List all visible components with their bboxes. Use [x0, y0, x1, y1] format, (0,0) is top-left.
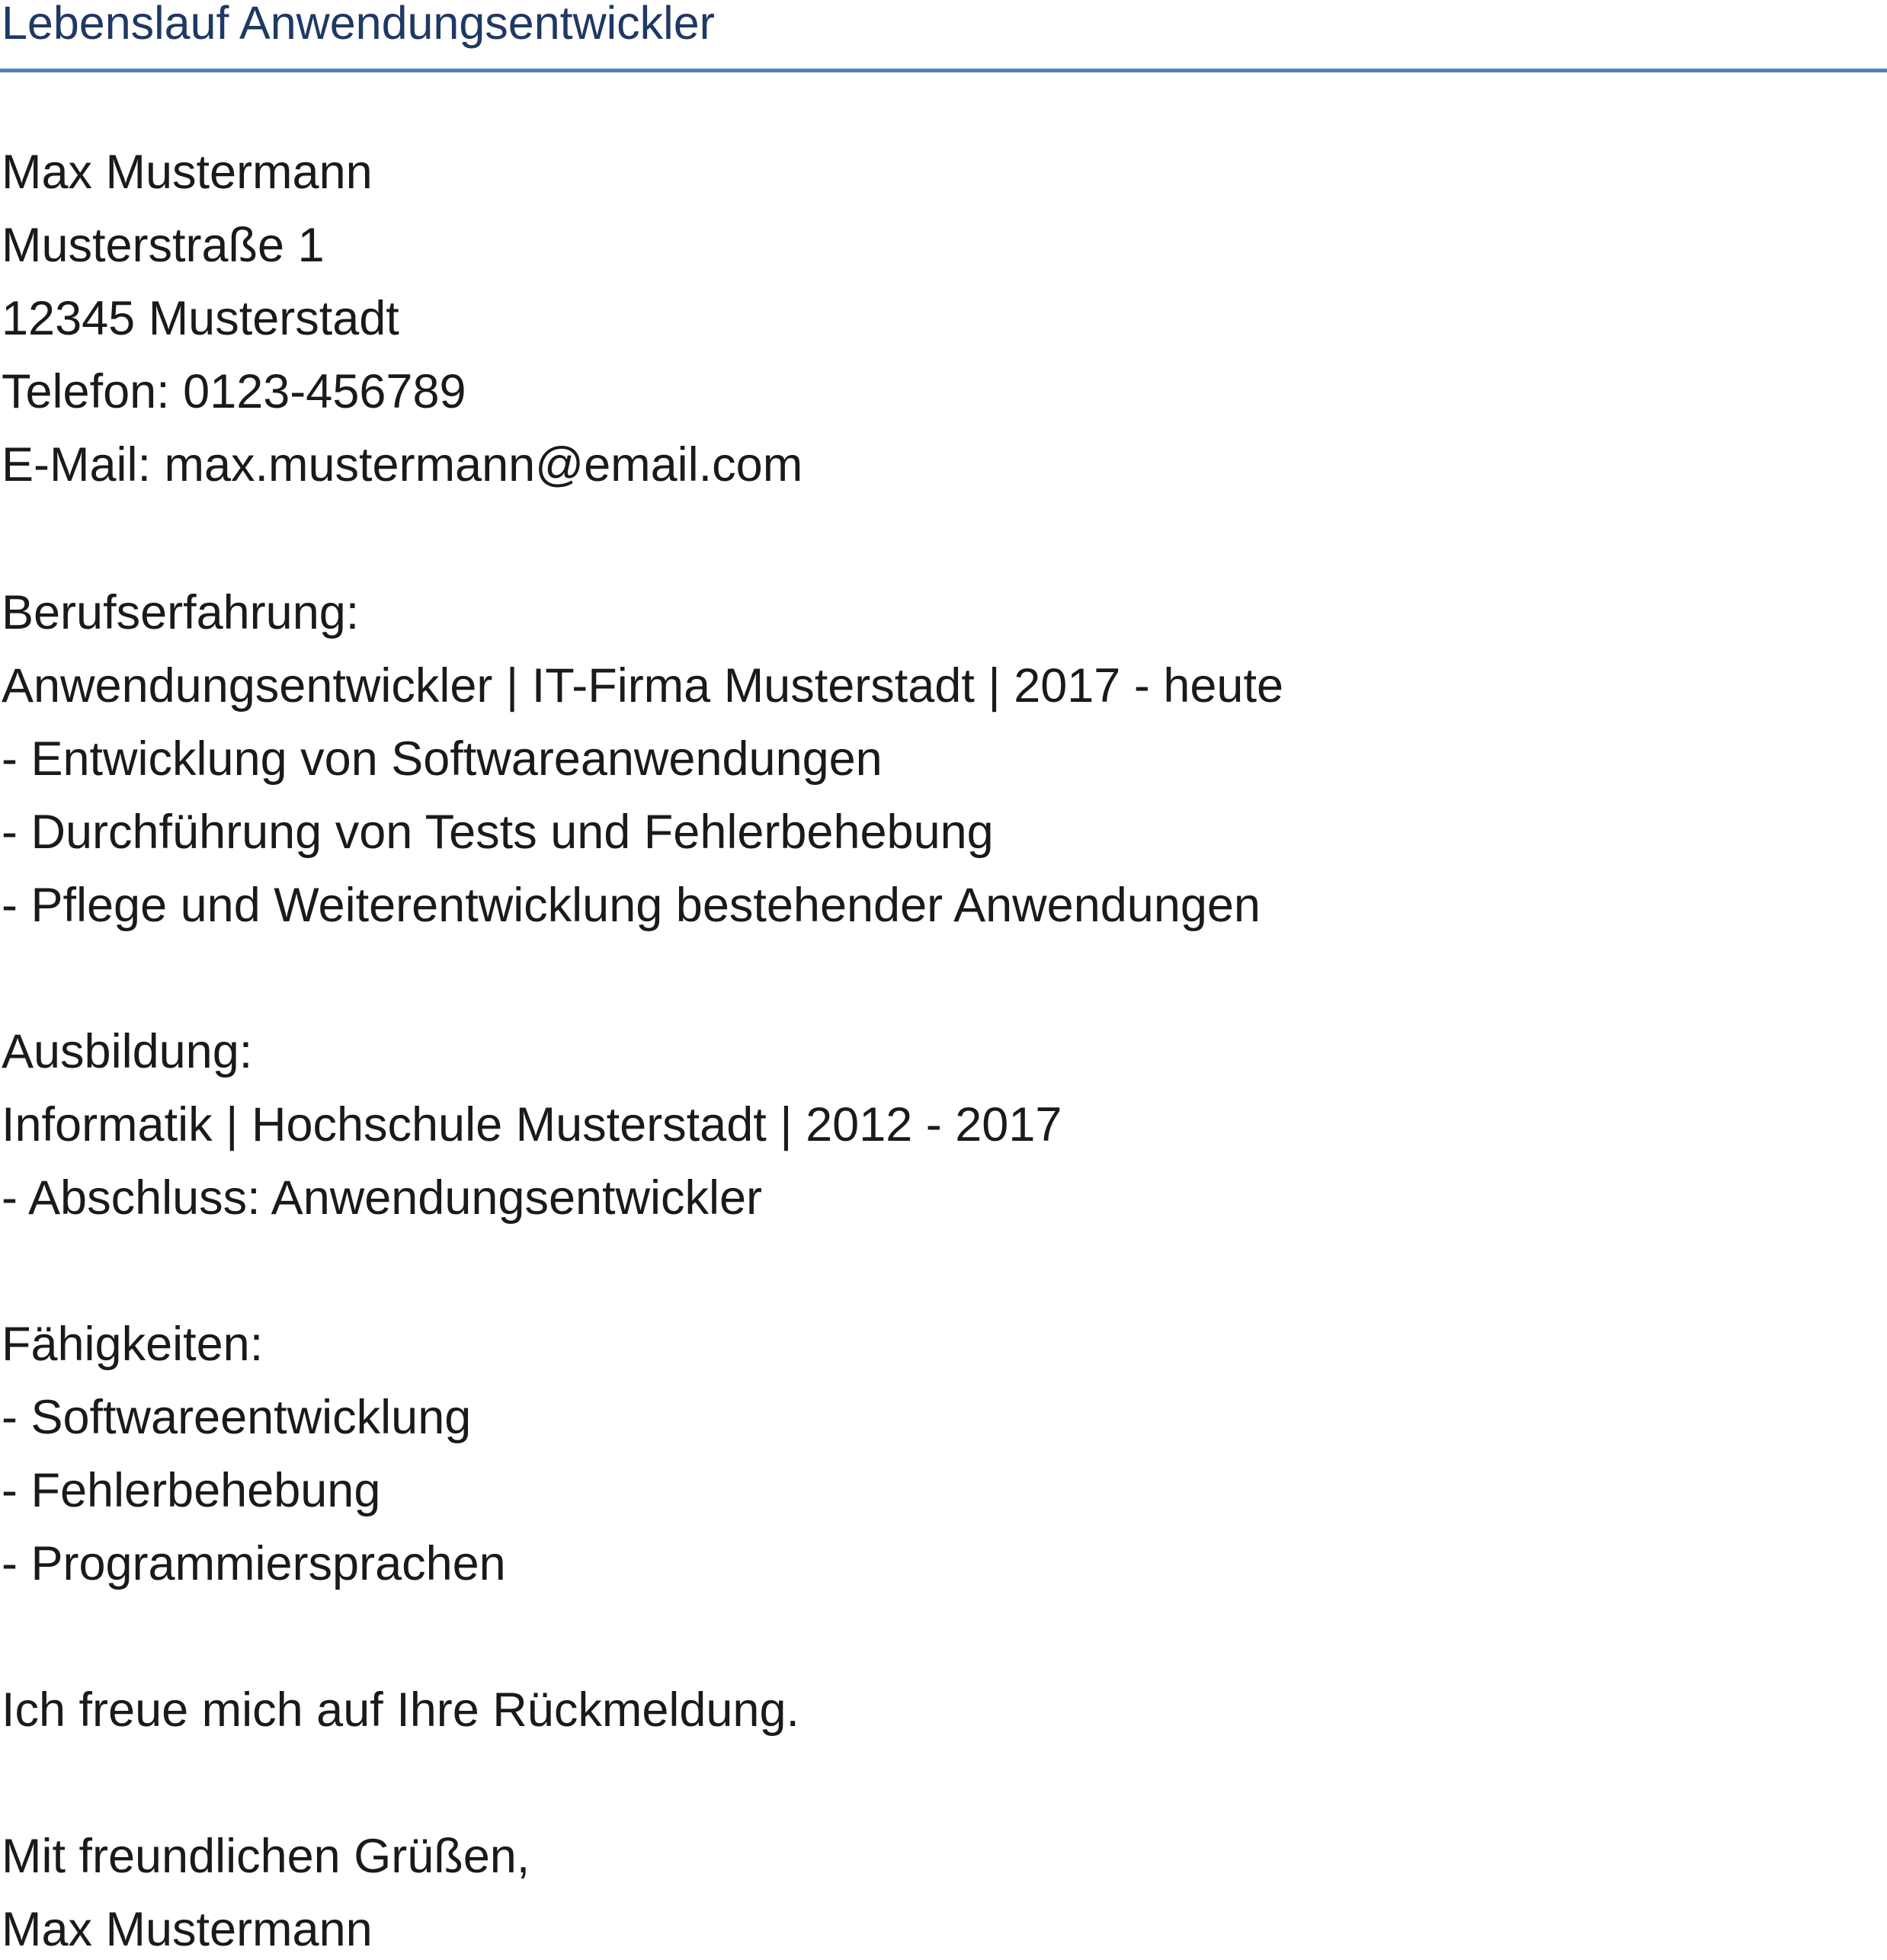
title-underline — [0, 69, 1887, 72]
skills-item: - Softwareentwicklung — [2, 1391, 472, 1444]
closing-signature: Max Mustermann — [2, 1903, 373, 1956]
experience-heading: Berufserfahrung: — [2, 586, 360, 639]
education-entry: Informatik | Hochschule Musterstadt | 2012 - 2017 — [2, 1098, 1062, 1151]
contact-street: Musterstraße 1 — [2, 219, 325, 272]
contact-name: Max Mustermann — [2, 146, 373, 199]
skills-heading: Fähigkeiten: — [2, 1318, 264, 1371]
experience-item: - Entwicklung von Softwareanwendungen — [2, 732, 883, 786]
education-heading: Ausbildung: — [2, 1025, 253, 1078]
education-detail: - Abschluss: Anwendungsentwickler — [2, 1171, 763, 1225]
contact-email: E-Mail: max.mustermann@email.com — [2, 438, 803, 492]
experience-item: - Durchführung von Tests und Fehlerbehebung — [2, 805, 994, 859]
closing-greeting: Mit freundlichen Grüßen, — [2, 1830, 530, 1883]
contact-phone: Telefon: 0123-456789 — [2, 365, 466, 418]
document-title: Lebenslauf Anwendungsentwickler — [2, 0, 715, 49]
skills-item: - Fehlerbehebung — [2, 1464, 381, 1517]
experience-position: Anwendungsentwickler | IT-Firma Musterstadt | 2017 - heute — [2, 659, 1283, 713]
experience-item: - Pflege und Weiterentwicklung bestehender Anwendungen — [2, 879, 1261, 932]
closing-text: Ich freue mich auf Ihre Rückmeldung. — [2, 1683, 800, 1737]
contact-city: 12345 Musterstadt — [2, 292, 399, 345]
skills-item: - Programmiersprachen — [2, 1537, 506, 1590]
